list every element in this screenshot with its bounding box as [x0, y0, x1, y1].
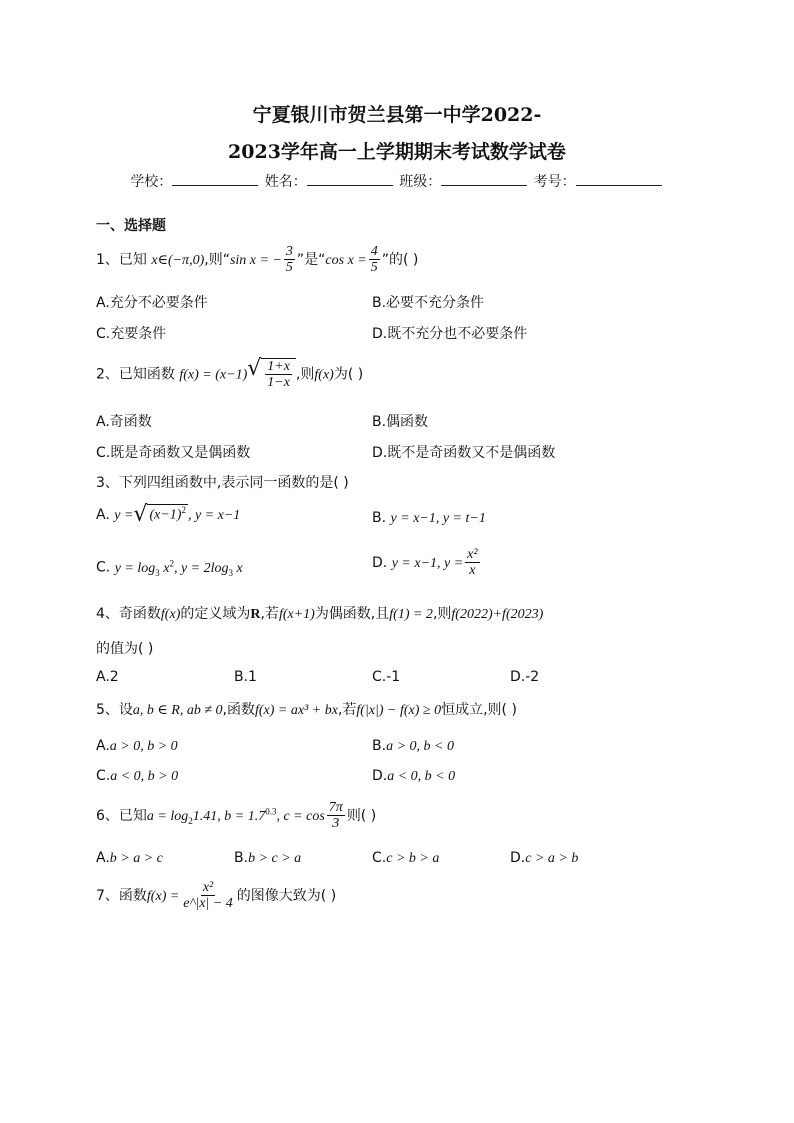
- option-c[interactable]: C.-1: [372, 669, 401, 685]
- option-c[interactable]: [96, 558, 243, 577]
- question-number: 7、: [96, 887, 119, 904]
- school-label: 学校：: [130, 174, 173, 190]
- option-letter: A.: [96, 507, 110, 523]
- option-a[interactable]: A.充分不必要条件: [96, 295, 208, 311]
- subscript: 3: [155, 567, 160, 578]
- option-d[interactable]: D.既不是奇函数又不是偶函数: [372, 445, 556, 461]
- numerator: x²: [467, 547, 478, 562]
- option-c[interactable]: C.充要条件: [96, 326, 167, 342]
- option-letter: D.: [372, 768, 388, 784]
- question-text: ”是“: [296, 251, 326, 268]
- math-expr: x: [233, 560, 243, 576]
- math-expr: y = log: [114, 560, 156, 576]
- math-expr: f(2022)+f(2023): [451, 607, 544, 622]
- math-expr: f(x) = ax³ + bx: [254, 703, 338, 718]
- superscript: 0.3: [265, 806, 277, 817]
- option-value: b > c > a: [248, 851, 302, 866]
- denominator: 5: [370, 260, 378, 276]
- option-d[interactable]: D.既不充分也不必要条件: [372, 326, 528, 342]
- student-info-row: [0, 171, 794, 191]
- option-a[interactable]: [96, 504, 240, 526]
- option-letter: C.: [372, 850, 387, 866]
- math-expr: f(x): [314, 367, 334, 383]
- question-text: 已知: [118, 251, 147, 268]
- math-expr: , y = 2log: [173, 560, 229, 576]
- math-expr: f(|x|) − f(x) ≥ 0: [356, 703, 442, 718]
- question-text: 奇函数: [118, 606, 161, 622]
- numerator: x²: [202, 880, 214, 895]
- option-a[interactable]: [96, 738, 178, 755]
- radical-sign: √: [247, 356, 262, 381]
- sqrt-expr: √ $(x-1)^2$: [133, 502, 186, 527]
- option-value: a < 0, b > 0: [110, 769, 179, 784]
- math-expr: , c = cos: [276, 808, 325, 824]
- option-letter: D.: [510, 850, 526, 866]
- option-b[interactable]: B.偶函数: [372, 414, 429, 430]
- option-value: c > b > a: [386, 851, 440, 866]
- option-c[interactable]: C.既是奇函数又是偶函数: [96, 445, 251, 461]
- class-field[interactable]: [441, 173, 527, 186]
- question-text: 函数: [118, 887, 147, 904]
- question-text: ,则: [432, 606, 452, 622]
- question-text: 为偶函数,且: [314, 606, 390, 622]
- option-c[interactable]: [96, 768, 178, 785]
- superscript: 2: [169, 558, 174, 568]
- question-text: 下列四组函数中,表示同一函数的是( ): [118, 475, 349, 491]
- math-expr: f(x+1): [278, 607, 315, 622]
- question-number: 2、: [96, 366, 119, 383]
- fraction: [465, 547, 479, 579]
- exam-title-line1: 宁夏银川市贺兰县第一中学2022-: [252, 104, 542, 126]
- option-a[interactable]: [96, 850, 163, 867]
- exam-number-field[interactable]: [576, 173, 662, 186]
- option-b[interactable]: B.必要不充分条件: [372, 295, 485, 311]
- denominator: e^|x| − 4: [183, 896, 233, 912]
- math-expr: a, b ∈ R, ab ≠ 0: [132, 703, 223, 718]
- denominator: x: [469, 563, 476, 579]
- radical-sign: √: [133, 502, 148, 527]
- fraction: [327, 800, 345, 832]
- question-number: 5、: [96, 702, 119, 718]
- math-expr: R: [250, 607, 261, 622]
- option-value: c > a > b: [525, 851, 579, 866]
- question-text: 为( ): [333, 366, 364, 383]
- math-expr: cos x =: [325, 252, 367, 268]
- fraction: [284, 244, 295, 276]
- question-number: 6、: [96, 807, 119, 824]
- subscript: 2: [188, 815, 193, 826]
- math-expr: f(x) =: [146, 888, 180, 904]
- question-5: [96, 699, 517, 719]
- option-b[interactable]: [372, 738, 454, 755]
- option-value: a > 0, b < 0: [386, 739, 454, 754]
- question-text: ,则“: [204, 251, 230, 268]
- option-d[interactable]: [510, 850, 578, 867]
- question-text: 已知: [118, 807, 147, 824]
- option-value: a > 0, b > 0: [109, 739, 178, 754]
- math-expr: sin x = −: [229, 252, 282, 268]
- numerator: 7π: [328, 800, 343, 815]
- question-text: ”的( ): [381, 251, 419, 268]
- question-text: ,若: [260, 606, 279, 622]
- math-expr: f(1) = 2: [389, 607, 433, 622]
- question-6: [96, 800, 376, 832]
- fraction: [265, 359, 292, 391]
- math-expr: y = x−1, y =: [391, 555, 464, 571]
- section-heading: 一、选择题: [96, 218, 166, 234]
- name-label: 姓名：: [264, 174, 307, 190]
- option-b[interactable]: [372, 510, 486, 527]
- question-number: 4、: [96, 606, 119, 622]
- denominator: 5: [285, 260, 293, 276]
- question-text: 则( ): [346, 807, 377, 824]
- denominator: 1−x: [267, 375, 290, 391]
- question-1: [96, 244, 418, 276]
- option-value: b > a > c: [109, 851, 163, 866]
- question-2: [96, 358, 363, 391]
- option-letter: C.: [96, 559, 111, 576]
- question-text: 恒成立,则( ): [441, 702, 517, 718]
- class-label: 班级：: [399, 174, 442, 190]
- question-number: 1、: [96, 251, 119, 268]
- school-field[interactable]: [172, 173, 258, 186]
- question-7: [96, 880, 336, 912]
- option-letter: B.: [234, 850, 249, 866]
- option-a[interactable]: A.2: [96, 669, 119, 685]
- question-text: 已知函数: [118, 366, 175, 383]
- option-c[interactable]: [372, 850, 439, 867]
- option-a[interactable]: A.奇函数: [96, 414, 152, 430]
- option-d[interactable]: D.-2: [510, 669, 540, 685]
- option-letter: A.: [96, 850, 110, 866]
- option-letter: C.: [96, 768, 111, 784]
- fraction: [369, 244, 380, 276]
- denominator: 3: [332, 816, 340, 832]
- option-d[interactable]: [372, 768, 455, 785]
- option-letter: B.: [372, 510, 387, 526]
- sqrt-expr: [247, 358, 296, 391]
- math-expr: f(x): [160, 607, 181, 622]
- option-b[interactable]: [234, 850, 301, 867]
- math-expr: (x−1): [149, 507, 182, 523]
- question-3: [96, 472, 349, 492]
- math-expr: 1.41, b = 1.7: [192, 808, 266, 824]
- name-field[interactable]: [307, 173, 393, 186]
- option-b[interactable]: B.1: [234, 669, 257, 685]
- math-expr: a = log: [146, 808, 189, 824]
- question-4-line2: 的值为( ): [96, 641, 154, 657]
- fraction: [181, 880, 234, 912]
- exam-title-line2: 2023学年高一上学期期末考试数学试卷: [228, 141, 566, 163]
- question-text: 的定义域为: [180, 606, 251, 622]
- math-expr: x∈(−π,0): [151, 252, 205, 268]
- question-text: ,函数: [222, 702, 255, 718]
- subscript: 3: [228, 567, 234, 578]
- option-letter: D.: [372, 554, 388, 571]
- math-expr: y = x−1, y = t−1: [390, 511, 486, 526]
- question-number: 3、: [96, 475, 119, 491]
- question-text: 设: [118, 702, 133, 718]
- numerator: 4: [370, 244, 378, 259]
- numerator: 3: [285, 244, 293, 259]
- option-d[interactable]: [372, 547, 482, 579]
- question-text: ,则: [295, 366, 315, 383]
- option-letter: A.: [96, 738, 110, 754]
- question-text: 的图像大致为( ): [236, 887, 337, 904]
- question-4: [96, 603, 543, 623]
- numerator: 1+x: [267, 359, 290, 374]
- option-value: a < 0, b < 0: [387, 769, 456, 784]
- question-text: ,若: [337, 702, 357, 718]
- math-expr: f(x) = (x−1): [179, 367, 248, 383]
- math-expr: , y = x−1: [187, 508, 241, 523]
- math-expr: x: [159, 560, 170, 576]
- option-letter: B.: [372, 738, 387, 754]
- math-expr: y =: [114, 508, 134, 523]
- exam-number-label: 考号：: [533, 174, 576, 190]
